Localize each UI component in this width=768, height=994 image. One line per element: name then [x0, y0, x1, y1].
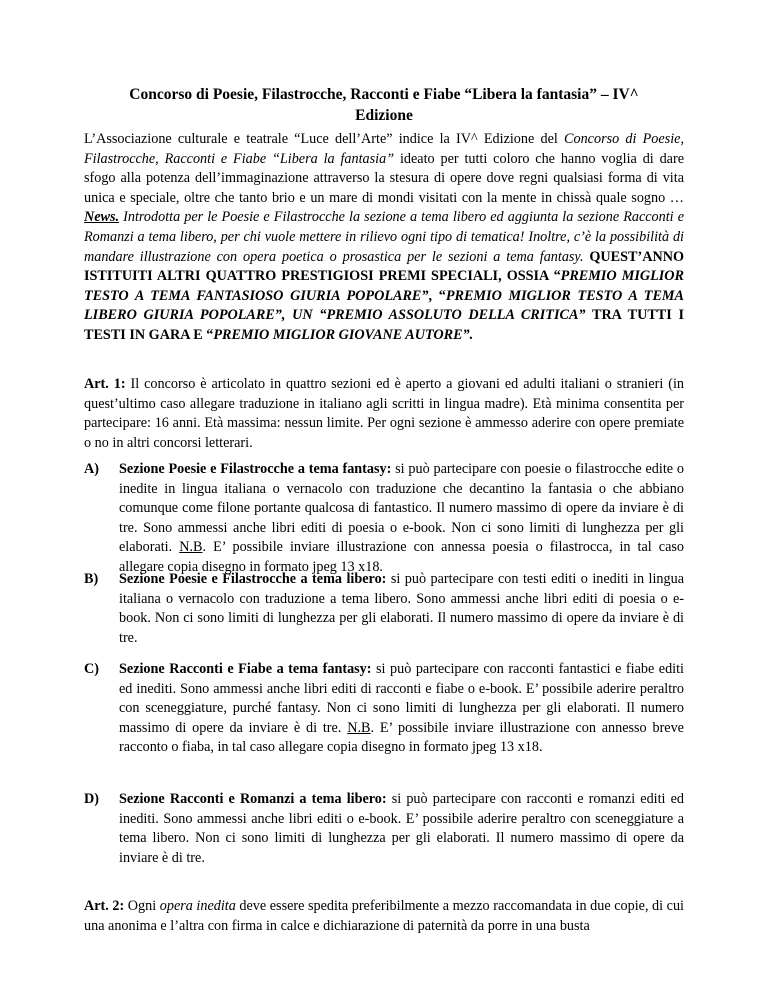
section-a-text-2: . E’ possibile inviare illustrazione con annessa poesia o filastrocca, in tal caso allegare copia disegno in formato jpeg 13 x18. — [119, 539, 684, 575]
article-2 — [84, 897, 684, 936]
article-1-label: Art. 1: — [84, 376, 126, 392]
section-a-nb: N.B — [179, 539, 203, 556]
article-2-label: Art. 2: — [84, 898, 125, 914]
prize-4: PREMIO MIGLIOR GIOVANE AUTORE”. — [213, 326, 474, 343]
intro-text: L’Associazione culturale e teatrale “Luce dell’Arte” indice la IV^ Edizione del — [84, 131, 565, 147]
section-b-letter: B) — [84, 571, 99, 587]
section-d-heading: Sezione Racconti e Romanzi a tema libero: — [119, 791, 387, 807]
article-2-text-2: deve essere spedita preferibilmente a mezzo raccomandata in due copie, di cui una anonima e l’altra con firma in calce e dichiarazione di paternità da porre in una busta — [84, 898, 684, 934]
news-text: Introdotta per le Poesie e Filastrocche la sezione a tema libero ed aggiunta la sezione Racconti e Romanzi a tema libero, per chi vuole mettere in rilievo ogni tipo di tematica! Inoltre, c’è la possibilità di mandare illustrazione con opera poetica o prosastica per le sezioni a tema fantasy. — [84, 209, 684, 265]
article-2-opera: opera inedita — [159, 898, 236, 914]
section-b-text: si può partecipare con testi editi o inediti in lingua italiana o vernacolo con traduzione a tema libero. Sono ammessi anche libri editi di poesia o e-book. Non ci sono limiti di lunghezza per gli elaborati. Il numero massimo di opere da inviare è di tre. — [119, 571, 684, 646]
section-a-heading: Sezione Poesie e Filastrocche a tema fantasy: — [119, 461, 392, 477]
contest-name: Concorso di Poesie, Filastrocche, Racconti e Fiabe “Libera la fantasia” — [84, 131, 685, 167]
prize-separator: , “ — [428, 287, 446, 304]
section-b — [84, 570, 684, 648]
title-line-2: Edizione — [355, 107, 413, 124]
section-a-text: si può partecipare con poesie o filastrocche edite o inedite in lingua italiana o vernacolo con traduzione che decantino la fantasia o che abbiano comunque come filone portante qualcosa di fantastico. Il numero massimo di opere da inviare è di tre. Sono ammessi anche libri editi di poesia o e-book. Non ci sono limiti di lunghezza per gli elaborati. — [119, 461, 684, 556]
section-c-heading: Sezione Racconti e Fiabe a tema fantasy: — [119, 661, 372, 677]
section-d — [84, 790, 684, 868]
article-1 — [84, 375, 684, 453]
section-c-text: si può partecipare con racconti fantastici e fiabe editi ed inediti. Sono ammessi anche libri editi di racconti e fiabe o e-book. E’ possibile aderire peraltro con sceneggiature, purché fantasy. Non ci sono limiti di lunghezza per gli elaborati. Il numero massimo di opere da inviare è di tre. — [119, 661, 684, 736]
section-d-text: si può partecipare con racconti e romanzi editi ed inediti. Sono ammessi anche libri editi o e-book. E’ possibile aderire peraltro con sceneggiature a tema libero. Non ci sono limiti di lunghezza per gli elaborati. Il numero massimo di opere da inviare è di tre. — [119, 791, 684, 866]
prize-1: PREMIO MIGLIOR TESTO A TEMA FANTASIOSO GIURIA POPOLARE” — [84, 268, 684, 304]
section-c — [84, 660, 684, 758]
intro-text-2: ideato per tutti coloro che hanno voglia di dare sfogo alla potenza dell’immaginazione attraverso la stesura di opere dove regni qualsiasi forma di vita unica e speciale, oltre che tanto brio e un mare di mondi visitati con la mente in chissà quale sogno … — [84, 150, 685, 206]
prize-text-2: TRA TUTTI I TESTI IN GARA E “ — [84, 307, 685, 343]
article-2-text: Ogni — [124, 898, 160, 914]
section-a — [84, 460, 684, 578]
section-c-text-2: . E’ possibile inviare illustrazione con annesso breve racconto o fiaba, in tal caso allegare copia disegno in formato jpeg 13 x18. — [119, 719, 684, 756]
section-b-heading: Sezione Poesie e Filastrocche a tema libero: — [119, 571, 387, 587]
prize-2-3: PREMIO MIGLIOR TESTO A TEMA LIBERO GIURIA POPOLARE”, UN “PREMIO ASSOLUTO DELLA CRITICA” — [84, 287, 684, 324]
article-1-text: Il concorso è articolato in quattro sezioni ed è aperto a giovani ed adulti italiani o stranieri (in quest’ultimo caso allegare traduzione in italiano agli scritti in lingua madre). Età minima consentita per partecipare: 16 anni. Età massima: nessun limite. Per ogni sezione è ammesso aderire con opere premiate o no in altri concorsi letterari. — [84, 376, 684, 451]
section-c-nb: N.B — [347, 719, 371, 736]
document-title — [84, 84, 684, 126]
special-prizes-text: QUEST’ANNO ISTITUITI ALTRI QUATTRO PRESTIGIOSI PREMI SPECIALI, OSSIA “ — [84, 248, 684, 285]
intro-paragraph — [84, 130, 684, 346]
news-label: News. — [84, 209, 120, 226]
section-c-letter: C) — [84, 661, 99, 677]
section-d-letter: D) — [84, 791, 99, 807]
title-line-1: Concorso di Poesie, Filastrocche, Racconti e Fiabe “Libera la fantasia” – IV^ — [129, 86, 639, 103]
section-a-letter: A) — [84, 461, 99, 477]
